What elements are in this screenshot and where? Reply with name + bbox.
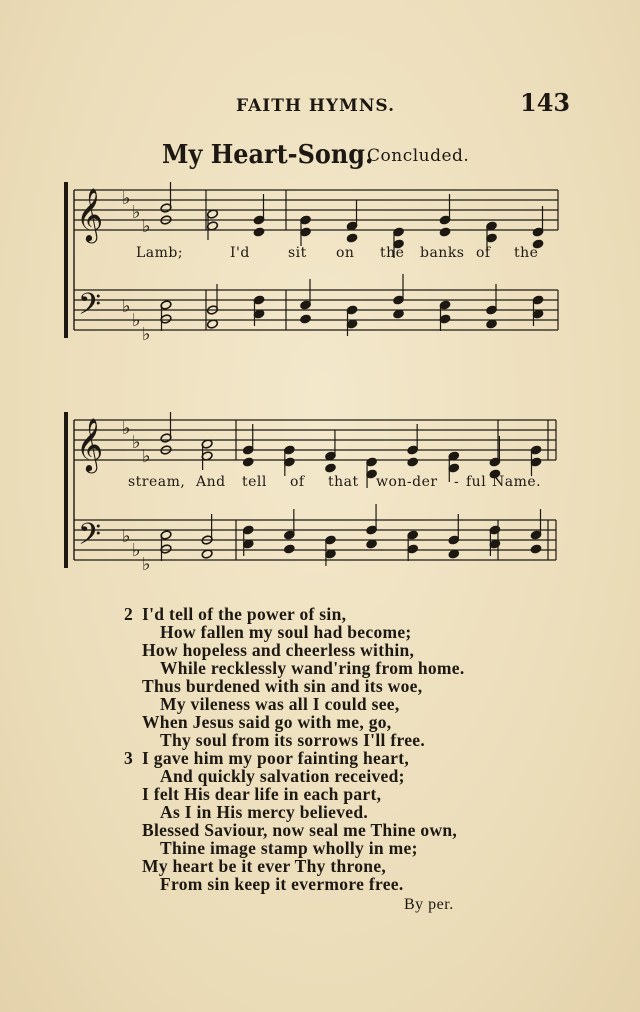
treble-clef-icon: 𝄞: [76, 417, 104, 471]
verse-line: I felt His dear life in each part,: [142, 784, 382, 804]
lyric-syllable: won-der: [376, 474, 438, 490]
note-head: [283, 544, 295, 554]
svg-text:♭: ♭: [132, 540, 141, 561]
note-head: [530, 544, 542, 554]
lyric-syllable: tell: [242, 474, 267, 490]
lyric-syllable: banks: [420, 245, 465, 261]
svg-text:♭: ♭: [142, 446, 151, 467]
attribution: By per.: [404, 896, 454, 913]
lyric-syllable: Name.: [492, 474, 542, 490]
verse-line: My vileness was all I could see,: [160, 694, 400, 714]
svg-text:♭: ♭: [122, 418, 131, 439]
svg-text:♭: ♭: [142, 216, 151, 237]
lyric-syllable: the: [514, 245, 539, 261]
lyric-syllable: And: [196, 474, 226, 490]
verse-line: Blessed Saviour, now seal me Thine own,: [142, 820, 458, 840]
note-head: [439, 227, 451, 237]
verse-number: 2: [124, 604, 133, 624]
note-head: [346, 233, 358, 243]
verse-line: And quickly salvation received;: [160, 766, 405, 786]
svg-text:♭: ♭: [132, 310, 141, 331]
treble-clef-icon: 𝄞: [76, 187, 104, 241]
verse-line: While recklessly wand'ring from home.: [160, 658, 465, 678]
note-head: [300, 314, 312, 324]
page-number: 143: [520, 88, 571, 117]
verse-line: How fallen my soul had become;: [160, 622, 412, 642]
verse-line: How hopeless and cheerless within,: [142, 640, 415, 660]
verse-line: From sin keep it evermore free.: [160, 874, 404, 894]
lyric-syllable: Lamb;: [136, 245, 184, 261]
svg-text:♭: ♭: [142, 324, 151, 345]
lyric-syllable: sit: [288, 245, 307, 261]
verse-line: I'd tell of the power of sin,: [142, 604, 347, 624]
svg-text:♭: ♭: [122, 188, 131, 209]
running-title: FAITH HYMNS.: [236, 96, 395, 116]
svg-text:♭: ♭: [132, 432, 141, 453]
hymn-title: My Heart-Song.: [162, 140, 374, 170]
lyrics-system-2: [120, 474, 560, 492]
bass-clef-icon: 𝄢: [78, 518, 102, 559]
note-head: [253, 227, 265, 237]
verse-number: 3: [124, 748, 133, 768]
note-head: [242, 457, 254, 467]
svg-text:♭: ♭: [132, 202, 141, 223]
lyric-syllable: of: [476, 245, 491, 261]
note-head: [407, 457, 419, 467]
lyric-syllable: that: [328, 474, 359, 490]
verse-line: As I in His mercy believed.: [160, 802, 369, 822]
verse-line: When Jesus said go with me, go,: [142, 712, 392, 732]
lyric-syllable: I'd: [230, 245, 250, 261]
note-head: [325, 463, 337, 473]
svg-text:♭: ♭: [142, 554, 151, 575]
svg-text:♭: ♭: [122, 526, 131, 547]
bass-clef-icon: 𝄢: [78, 288, 102, 329]
hymn-subtitle: Concluded.: [367, 146, 470, 166]
verse-line: Thus burdened with sin and its woe,: [142, 676, 423, 696]
verse-line: Thine image stamp wholly in me;: [160, 838, 418, 858]
lyric-syllable: of: [290, 474, 305, 490]
lyric-syllable: ful: [466, 474, 487, 490]
lyric-syllable: -: [454, 474, 460, 490]
svg-text:♭: ♭: [122, 296, 131, 317]
verse-line: I gave him my poor fainting heart,: [142, 748, 410, 768]
lyric-syllable: the: [380, 245, 405, 261]
lyrics-system-1: [120, 245, 560, 263]
lyric-syllable: on: [336, 245, 355, 261]
verse-line: My heart be it ever Thy throne,: [142, 856, 387, 876]
lyric-syllable: stream,: [128, 474, 186, 490]
verse-line: Thy soul from its sorrows I'll free.: [160, 730, 426, 750]
